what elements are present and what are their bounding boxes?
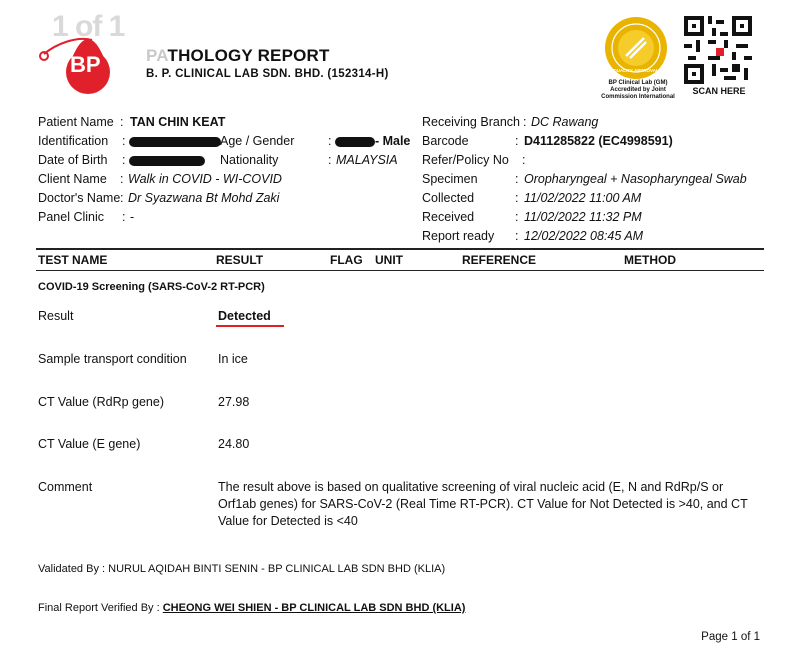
col-header-result: RESULT xyxy=(216,253,264,267)
detected-red-underline xyxy=(216,325,284,327)
test-section-title: COVID-19 Screening (SARS-CoV-2 RT-PCR) xyxy=(38,281,265,293)
age-gender-label: Age / Gender xyxy=(220,134,295,148)
nationality-label: Nationality xyxy=(220,153,279,167)
page-number: Page 1 of 1 xyxy=(701,631,760,643)
redacted-dob-mark xyxy=(129,156,205,166)
lab-name: B. P. CLINICAL LAB SDN. BHD. (152314-H) xyxy=(146,68,389,80)
verified-by-label: Final Report Verified By : xyxy=(38,602,160,614)
client-name-value: Walk in COVID - WI-COVID xyxy=(128,172,282,186)
validated-by-line xyxy=(38,563,445,575)
collected-colon: : xyxy=(515,191,519,205)
table-top-rule xyxy=(36,248,764,250)
specimen-colon: : xyxy=(515,172,519,186)
col-header-unit: UNIT xyxy=(375,253,403,267)
redacted-age-mark xyxy=(335,137,375,147)
col-header-method: METHOD xyxy=(624,253,676,267)
report-ready-colon: : xyxy=(515,229,519,243)
panel-clinic-value: - xyxy=(130,210,135,224)
seal-caption: BP Clinical Lab (GM) Accredited by Joint Commission International xyxy=(601,80,675,100)
table-header-rule xyxy=(36,270,764,271)
validated-by-value: NURUL AQIDAH BINTI SENIN - BP CLINICAL LAB SDN BHD (KLIA) xyxy=(108,563,446,575)
title-rest: THOLOGY REPORT xyxy=(167,46,330,65)
row-value-ct-rdrp: 27.98 xyxy=(218,395,250,409)
receiving-branch-value: DC Rawang xyxy=(531,115,599,129)
row-value-result: Detected xyxy=(218,309,271,323)
report-title xyxy=(146,46,330,66)
received-colon: : xyxy=(515,210,519,224)
patient-name-colon: : xyxy=(120,115,124,129)
col-header-flag: FLAG xyxy=(330,253,363,267)
qr-code-icon xyxy=(684,16,752,84)
received-value: 11/02/2022 11:32 PM xyxy=(524,210,642,224)
comment-label: Comment xyxy=(38,480,93,494)
seal-text: QUALITY APPROVAL xyxy=(613,68,659,73)
row-label-ct-rdrp: CT Value (RdRp gene) xyxy=(38,395,164,409)
refer-policy-label: Refer/Policy No xyxy=(422,153,509,167)
nationality-colon: : xyxy=(328,153,332,167)
qr-code[interactable] xyxy=(684,16,752,84)
receiving-branch-label: Receiving Branch xyxy=(422,115,520,129)
row-label-ct-e: CT Value (E gene) xyxy=(38,437,141,451)
report-ready-value: 12/02/2022 08:45 AM xyxy=(524,229,644,243)
client-name-label: Client Name xyxy=(38,172,107,186)
collected-value: 11/02/2022 11:00 AM xyxy=(524,191,642,205)
title-prefix: PA xyxy=(146,46,168,65)
barcode-label: Barcode xyxy=(422,134,469,148)
report-ready-label: Report ready xyxy=(422,229,495,243)
row-label-result: Result xyxy=(38,309,74,323)
collected-label: Collected xyxy=(422,191,475,205)
receiving-branch-colon: : xyxy=(523,115,527,129)
nationality-value: MALAYSIA xyxy=(336,153,398,167)
specimen-value: Oropharyngeal + Nasopharyngeal Swab xyxy=(524,172,747,186)
row-value-transport: In ice xyxy=(218,352,248,366)
logo-text: BP xyxy=(70,52,101,77)
specimen-label: Specimen xyxy=(422,172,478,186)
dob-label: Date of Birth xyxy=(38,153,108,167)
scan-here-label: SCAN HERE xyxy=(692,86,746,96)
panel-clinic-label: Panel Clinic xyxy=(38,210,105,224)
row-value-ct-e: 24.80 xyxy=(218,437,250,451)
row-label-transport: Sample transport condition xyxy=(38,352,187,366)
dob-value: : xyxy=(122,153,205,167)
gender-value: - Male xyxy=(374,134,411,148)
panel-clinic-colon: : xyxy=(122,210,126,224)
comment-text: The result above is based on qualitative screening of viral nucleic acid (E, N and RdRp/S or Orf1ab genes) for SARS-CoV-2 (Real Time RT-PCR). CT Value for Not Detected is >40, and CT Value for Detected is <40 xyxy=(218,480,748,528)
client-name-colon: : xyxy=(120,172,124,186)
age-gender-value: : - Male xyxy=(328,134,411,148)
patient-name-label: Patient Name xyxy=(38,115,114,129)
identification-label: Identification xyxy=(38,134,109,148)
barcode-colon: : xyxy=(515,134,519,148)
page-overlay-text: 1 of 1 xyxy=(52,10,125,43)
verified-by-value: CHEONG WEI SHIEN - BP CLINICAL LAB SDN BHD (KLIA) xyxy=(162,602,466,614)
col-header-test-name: TEST NAME xyxy=(38,253,108,267)
received-label: Received xyxy=(422,210,475,224)
doctor-name-value: Dr Syazwana Bt Mohd Zaki xyxy=(128,191,280,205)
validated-by-label: Validated By : xyxy=(38,563,106,575)
verified-by-line xyxy=(38,602,465,614)
gold-seal-icon xyxy=(604,16,668,80)
redacted-ic-mark xyxy=(129,137,221,147)
refer-policy-colon: : xyxy=(522,153,526,167)
doctor-name-colon: : xyxy=(120,191,124,205)
barcode-value: D411285822 (EC4998591) xyxy=(524,134,673,148)
col-header-reference: REFERENCE xyxy=(462,253,537,267)
patient-name-value: TAN CHIN KEAT xyxy=(130,115,226,129)
doctor-name-label: Doctor's Name xyxy=(38,191,121,205)
accreditation-seal xyxy=(604,16,668,80)
identification-value: : xyxy=(122,134,221,148)
